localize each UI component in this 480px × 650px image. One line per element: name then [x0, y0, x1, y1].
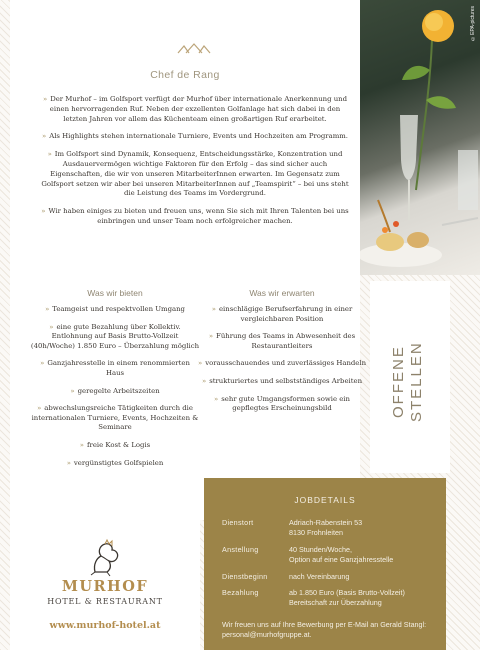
intro-paragraph: » Wir haben einiges zu bieten und freuen uns, wenn Sie sich mit Ihren Talenten bei uns einbringen und unser Team noch erfolgreicher machen.: [41, 207, 349, 225]
list-item: » Teamgeist und respektvollen Umgang: [45, 305, 185, 313]
job-details-title: JOBDETAILS: [294, 495, 356, 505]
website-link[interactable]: www.murhof-hotel.at: [49, 620, 161, 631]
expect-heading: Was wir erwarten: [249, 288, 315, 298]
brand-block: [10, 520, 200, 650]
list-item: » strukturiertes und selbstständiges Arbeiten: [201, 376, 363, 385]
list-item: » einschlägige Berufserfahrung in einer vergleichbaren Position: [211, 305, 353, 323]
job-details-panel: JOBDETAILS Dienstort Adriach-Rabenstein 53 8130 Frohnleiten Anstellung 40 Stunden/Woche, Option auf eine Ganzjahresstelle Dienstbeginn nach Vereinbarung Bezahlung ab 1.850 Euro (Basis Brutto-Vollzeit) Bereitschaft zur Überzahlung Wir freuen uns auf Ihre Bewerbung per E-Mail an Gerald Stangl: personal@murhofgruppe.at.: [204, 478, 446, 650]
offer-heading: Was wir bieten: [87, 288, 143, 298]
crown-ornament-icon: [177, 43, 211, 55]
list-item: » geregelte Arbeitszeiten: [70, 386, 160, 395]
list-item: » sehr gute Umgangsformen sowie ein gepflegtes Erscheinungsbild: [214, 394, 350, 413]
intro-paragraph: » Der Murhof – im Golfsport verfügt der Murhof über internationale Anerkennung und einen hervorragenden Ruf. Neben der exzellenten Golfanlage hat sich dabei in den letzten Jahren vor allem das Küchenteam einen großartigen Ruf erarbeitet.: [42, 95, 347, 123]
application-contact: Wir freuen uns auf Ihre Bewerbung per E-Mail an Gerald Stangl: personal@murhofgruppe.at.: [222, 620, 427, 639]
intro-text: [40, 95, 350, 235]
intro-paragraph: » Im Golfsport sind Dynamik, Konsequenz, Entscheidungsstärke, Konzentration und Ausdauervermögen wichtige Faktoren für den Erfolg – das sind sicher auch Eigenschaften, die wir von unseren MitarbeiterInnen erwarten. Im Gegensatz zum Golfsport setzen wir aber bei unseren MitarbeiterInnen auf „Teamspirit“ – bei uns steht die Leistung des Teams im Vordergrund.: [41, 150, 349, 198]
job-ad-card: [10, 0, 367, 520]
list-item: » vorausschauendes und zuverlässiges Handeln: [197, 359, 367, 368]
dessert-photo: [360, 0, 480, 275]
brand-name: MURHOF: [61, 578, 149, 595]
list-item: » vergünstigtes Golfspielen: [66, 458, 164, 467]
expect-list: [196, 305, 368, 422]
intro-paragraph: » Als Highlights stehen internationale Turniere, Events und Hochzeiten am Programm.: [42, 132, 348, 141]
brand-subtitle: HOTEL & RESTAURANT: [47, 597, 163, 606]
list-item: » Führung des Teams in Abwesenheit des Restaurantleiters: [208, 332, 356, 350]
list-item: » Ganzjahresstelle in einem renommierten Haus: [40, 359, 190, 377]
job-title: Chef de Rang: [150, 69, 220, 81]
photo-credit: ©EPA-pictures: [470, 6, 476, 41]
griffin-logo-icon: [85, 538, 125, 578]
list-item: » abwechslungsreiche Tätigkeiten durch die internationalen Turniere, Events, Hochzeiten & Seminare: [31, 404, 199, 432]
list-item: » eine gute Bezahlung über Kollektiv. Entlohnung auf Basis Brutto-Vollzeit (40h/Woche) 1.850 Euro – Überzahlung möglich: [30, 322, 200, 350]
side-title: OFFENE STELLEN: [390, 341, 425, 423]
offer-list: [30, 305, 200, 476]
list-item: » freie Kost & Logis: [79, 440, 151, 449]
